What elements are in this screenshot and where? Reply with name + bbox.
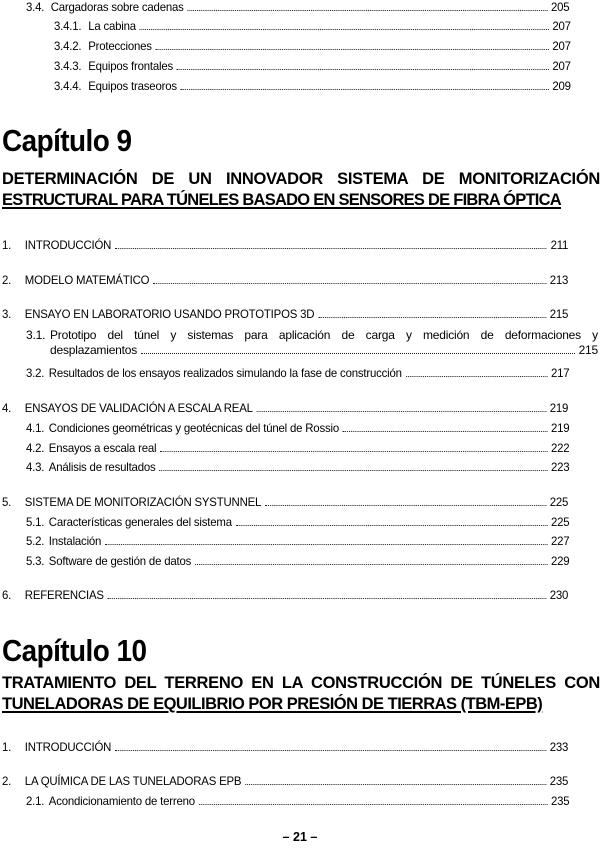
dot-leader xyxy=(187,9,547,11)
entry-title: MODELO MATEMÁTICO xyxy=(24,273,150,287)
chapter-9-heading: Capítulo 9 xyxy=(2,123,132,158)
dot-leader xyxy=(199,803,547,805)
entry-title: ENSAYO EN LABORATORIO USANDO PROTOTIPOS 3D xyxy=(24,307,315,321)
dot-leader xyxy=(245,783,546,785)
entry-number: 3. xyxy=(2,307,12,321)
entry-number: 2. xyxy=(2,774,12,788)
subtitle-line: TRATAMIENTO DEL TERRENO EN LA CONSTRUCCIÓN DE TÚNELES CON xyxy=(2,674,600,692)
entry-number: 6. xyxy=(2,588,12,602)
entry-page: 223 xyxy=(550,460,570,474)
entry-title-line1: Prototipo del túnel y sistemas para aplicación de carga y medición de deformaciones y xyxy=(50,328,598,342)
entry-page: 230 xyxy=(549,588,569,602)
entry-title: Condiciones geométricas y geotécnicas del túnel de Rossio xyxy=(48,421,339,435)
toc-entry[interactable] xyxy=(54,39,571,53)
entry-number: 3.4.3. xyxy=(54,59,82,73)
entry-number: 5.3. xyxy=(26,554,45,568)
entry-page: 207 xyxy=(552,39,571,53)
entry-page: 217 xyxy=(550,366,570,380)
toc-entry[interactable] xyxy=(2,495,568,509)
entry-page: 207 xyxy=(552,19,571,33)
entry-page: 215 xyxy=(549,307,569,321)
toc-entry[interactable] xyxy=(26,366,569,380)
entry-page: 219 xyxy=(550,421,570,435)
dot-leader xyxy=(195,563,547,565)
entry-number: 4. xyxy=(2,401,12,415)
chapter-10-subtitle xyxy=(2,673,600,715)
dot-leader xyxy=(141,352,575,354)
entry-page: 211 xyxy=(550,238,569,252)
entry-title: INTRODUCCIÓN xyxy=(24,740,112,754)
entry-title: Cargadoras sobre cadenas xyxy=(50,0,184,14)
dot-leader xyxy=(156,48,549,50)
entry-title: INTRODUCCIÓN xyxy=(24,238,112,252)
toc-entry[interactable] xyxy=(54,59,571,73)
entry-number: 5.2. xyxy=(26,534,45,548)
dot-leader xyxy=(153,282,546,284)
dot-leader xyxy=(159,469,547,471)
dot-leader xyxy=(160,450,547,452)
page-number-footer: – 21 – xyxy=(282,830,318,844)
entry-number: 1. xyxy=(2,740,12,754)
entry-number: 3.1. xyxy=(26,328,46,342)
entry-title-line2: desplazamientos xyxy=(50,343,138,357)
entry-number: 3.4.2. xyxy=(54,39,82,53)
dot-leader xyxy=(236,524,547,526)
dot-leader xyxy=(343,430,547,432)
toc-entry-multiline[interactable] xyxy=(26,328,598,360)
toc-entry[interactable] xyxy=(26,421,569,435)
toc-entry[interactable] xyxy=(26,794,569,808)
entry-number: 3.4. xyxy=(26,0,45,14)
dot-leader xyxy=(318,316,546,318)
entry-title: La cabina xyxy=(88,19,136,33)
dot-leader xyxy=(181,88,549,90)
entry-page: 225 xyxy=(550,515,570,529)
entry-title: Características generales del sistema xyxy=(48,515,232,529)
toc-entry[interactable] xyxy=(26,534,569,548)
entry-number: 3.2. xyxy=(26,366,45,380)
entry-title: Equipos traseoros xyxy=(88,79,177,93)
entry-page: 219 xyxy=(549,401,569,415)
entry-page: 225 xyxy=(549,495,569,509)
entry-page: 235 xyxy=(549,774,569,788)
entry-number: 5.1. xyxy=(26,515,45,529)
entry-page: 205 xyxy=(550,0,570,14)
entry-number: 3.4.1. xyxy=(54,19,82,33)
dot-leader xyxy=(265,504,546,506)
entry-title: Protecciones xyxy=(88,39,152,53)
toc-entry[interactable] xyxy=(2,401,568,415)
chapter-10-heading: Capítulo 10 xyxy=(2,633,147,668)
toc-entry[interactable] xyxy=(2,774,568,788)
toc-entry[interactable] xyxy=(26,0,569,14)
entry-number: 4.2. xyxy=(26,441,45,455)
subtitle-line-underlined: TUNELADORAS DE EQUILIBRIO POR PRESIÓN DE TIERRAS (TBM-EPB) xyxy=(2,695,543,713)
chapter-9-subtitle xyxy=(2,169,600,211)
toc-entry[interactable] xyxy=(26,441,569,455)
toc-entry[interactable] xyxy=(2,588,568,602)
entry-page: 222 xyxy=(550,441,570,455)
toc-entry[interactable] xyxy=(54,79,571,93)
entry-title: ENSAYOS DE VALIDACIÓN A ESCALA REAL xyxy=(24,401,253,415)
toc-entry[interactable] xyxy=(26,515,569,529)
entry-page: 235 xyxy=(550,794,570,808)
entry-title: Acondicionamiento de terreno xyxy=(48,794,195,808)
entry-page: 213 xyxy=(549,273,569,287)
entry-number: 3.4.4. xyxy=(54,79,82,93)
subtitle-line-underlined: ESTRUCTURAL PARA TÚNELES BASADO EN SENSORES DE FIBRA ÓPTICA xyxy=(2,191,561,209)
entry-title: LA QUÍMICA DE LAS TUNELADORAS EPB xyxy=(24,774,242,788)
entry-number: 4.3. xyxy=(26,460,45,474)
entry-number: 2.1. xyxy=(26,794,45,808)
dot-leader xyxy=(105,543,547,545)
entry-page: 229 xyxy=(550,554,570,568)
dot-leader xyxy=(115,247,547,249)
entry-number: 4.1. xyxy=(26,421,45,435)
entry-title: REFERENCIAS xyxy=(24,588,104,602)
entry-title: Software de gestión de datos xyxy=(48,554,192,568)
toc-entry[interactable] xyxy=(26,460,569,474)
dot-leader xyxy=(140,28,549,30)
entry-title: SISTEMA DE MONITORIZACIÓN SYSTUNNEL xyxy=(24,495,262,509)
dot-leader xyxy=(177,68,549,70)
entry-page: 207 xyxy=(552,59,571,73)
dot-leader xyxy=(257,410,546,412)
entry-number: 2. xyxy=(2,273,12,287)
entry-title: Análisis de resultados xyxy=(48,460,156,474)
entry-title: Instalación xyxy=(48,534,102,548)
toc-entry[interactable] xyxy=(2,273,568,287)
toc-entry[interactable] xyxy=(2,307,568,321)
dot-leader xyxy=(108,597,546,599)
entry-title: Equipos frontales xyxy=(88,59,174,73)
entry-page: 233 xyxy=(549,740,569,754)
entry-number: 1. xyxy=(2,238,12,252)
toc-entry[interactable] xyxy=(26,554,569,568)
toc-entry[interactable] xyxy=(2,740,568,754)
toc-entry[interactable] xyxy=(2,238,568,252)
entry-title: Ensayos a escala real xyxy=(48,441,157,455)
toc-entry[interactable] xyxy=(54,19,571,33)
entry-title: Resultados de los ensayos realizados simulando la fase de construcción xyxy=(48,366,402,380)
entry-page: 227 xyxy=(550,534,570,548)
subtitle-line: DETERMINACIÓN DE UN INNOVADOR SISTEMA DE MONITORIZACIÓN xyxy=(2,170,600,188)
entry-number: 5. xyxy=(2,495,12,509)
entry-page: 215 xyxy=(578,343,598,357)
entry-page: 209 xyxy=(552,79,571,93)
dot-leader xyxy=(115,749,546,751)
dot-leader xyxy=(406,375,548,377)
